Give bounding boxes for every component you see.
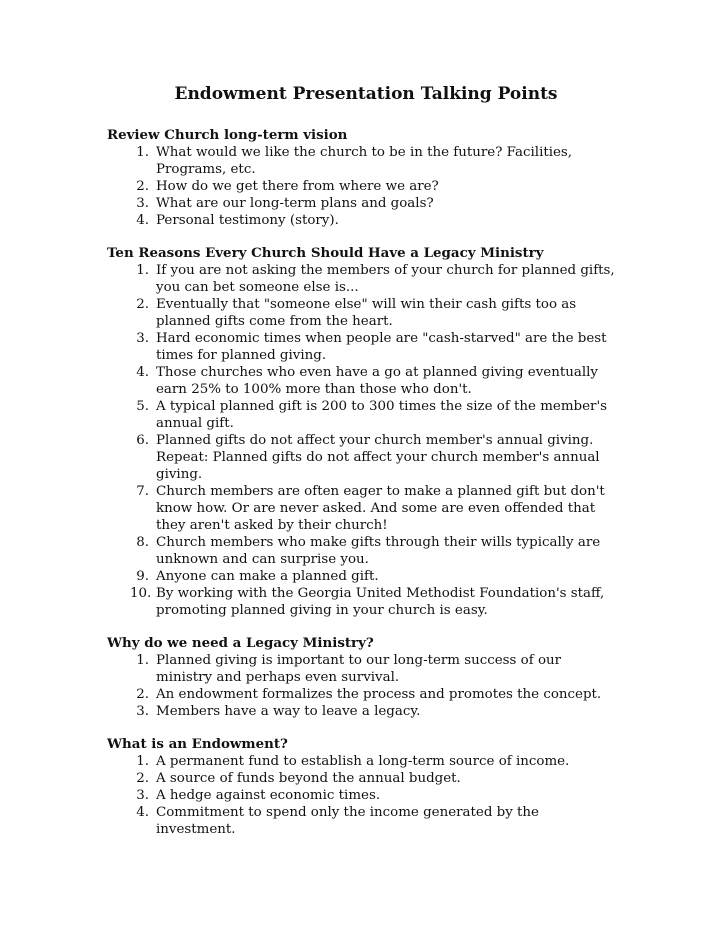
list-item <box>107 652 620 686</box>
item-number: 2. <box>136 297 149 312</box>
item-text: Eventually that "someone else" will win their cash gifts too as planned gifts come from the heart. <box>156 297 577 329</box>
list-item <box>107 144 620 178</box>
list-item <box>107 787 620 804</box>
list-item <box>107 195 620 212</box>
item-number: 4. <box>136 805 149 820</box>
item-number: 2. <box>136 771 149 786</box>
numbered-list <box>107 753 620 838</box>
item-number: 1. <box>136 754 149 769</box>
item-number: 1. <box>136 653 149 668</box>
item-text: Personal testimony (story). <box>156 213 339 228</box>
list-item <box>107 398 620 432</box>
list-item <box>107 804 620 838</box>
item-text: How do we get there from where we are? <box>156 179 439 194</box>
item-number: 8. <box>136 535 149 550</box>
item-number: 1. <box>136 145 149 160</box>
item-number: 3. <box>136 704 149 719</box>
item-text: Commitment to spend only the income generated by the investment. <box>156 805 539 837</box>
list-item <box>107 703 620 720</box>
list-item <box>107 178 620 195</box>
item-text: Hard economic times when people are "cash-starved" are the best times for planned giving. <box>156 331 607 363</box>
numbered-list <box>107 144 620 229</box>
item-number: 7. <box>136 484 149 499</box>
item-text: What are our long-term plans and goals? <box>156 196 434 211</box>
list-item <box>107 432 620 483</box>
item-number: 3. <box>136 331 149 346</box>
item-text: A hedge against economic times. <box>156 788 381 803</box>
list-item <box>107 262 620 296</box>
item-text: A source of funds beyond the annual budget. <box>156 771 461 786</box>
item-text: Church members who make gifts through their wills typically are unknown and can surprise you. <box>156 535 601 567</box>
list-item <box>107 753 620 770</box>
item-number: 4. <box>136 213 149 228</box>
item-text: A permanent fund to establish a long-term source of income. <box>156 754 570 769</box>
section-church-vision <box>107 127 620 229</box>
item-number: 6. <box>136 433 149 448</box>
item-number: 2. <box>136 179 149 194</box>
list-item <box>107 483 620 534</box>
section-ten-reasons <box>107 245 620 619</box>
item-text: Planned giving is important to our long-term success of our ministry and perhaps even survival. <box>156 653 562 685</box>
section-why-legacy-ministry <box>107 635 620 720</box>
item-text: By working with the Georgia United Methodist Foundation's staff, promoting planned giving in your church is easy. <box>156 586 605 618</box>
numbered-list <box>107 262 620 619</box>
list-item <box>107 568 620 585</box>
numbered-list <box>107 652 620 720</box>
item-number: 5. <box>136 399 149 414</box>
item-text: Anyone can make a planned gift. <box>156 569 379 584</box>
list-item <box>107 212 620 229</box>
list-item <box>107 686 620 703</box>
list-item <box>107 296 620 330</box>
list-item <box>107 534 620 568</box>
list-item <box>107 364 620 398</box>
item-number: 3. <box>136 788 149 803</box>
item-number: 4. <box>136 365 149 380</box>
item-text: Planned gifts do not affect your church member's annual giving. Repeat: Planned gifts do not affect your church member's annual giving. <box>156 433 600 482</box>
item-text: An endowment formalizes the process and promotes the concept. <box>156 687 602 702</box>
item-number: 10. <box>130 586 152 601</box>
item-text: If you are not asking the members of your church for planned gifts, you can bet someone else is... <box>156 263 615 295</box>
item-text: What would we like the church to be in the future? Facilities, Programs, etc. <box>156 145 573 177</box>
section-heading: Review Church long-term vision <box>107 127 348 143</box>
section-heading: What is an Endowment? <box>107 736 288 752</box>
item-text: A typical planned gift is 200 to 300 times the size of the member's annual gift. <box>156 399 607 431</box>
section-heading: Why do we need a Legacy Ministry? <box>107 635 374 651</box>
item-text: Those churches who even have a go at planned giving eventually earn 25% to 100% more than those who don't. <box>156 365 598 397</box>
list-item <box>107 585 620 619</box>
item-text: Members have a way to leave a legacy. <box>156 704 421 719</box>
section-what-is-endowment <box>107 736 620 838</box>
section-heading: Ten Reasons Every Church Should Have a Legacy Ministry <box>107 245 544 261</box>
list-item <box>107 330 620 364</box>
item-text: Church members are often eager to make a planned gift but don't know how. Or are never asked. And some are even offended that they aren't asked by their church! <box>156 484 605 533</box>
item-number: 3. <box>136 196 149 211</box>
page-title: Endowment Presentation Talking Points <box>174 84 558 104</box>
list-item <box>107 770 620 787</box>
item-number: 1. <box>136 263 149 278</box>
item-number: 2. <box>136 687 149 702</box>
item-number: 9. <box>136 569 149 584</box>
